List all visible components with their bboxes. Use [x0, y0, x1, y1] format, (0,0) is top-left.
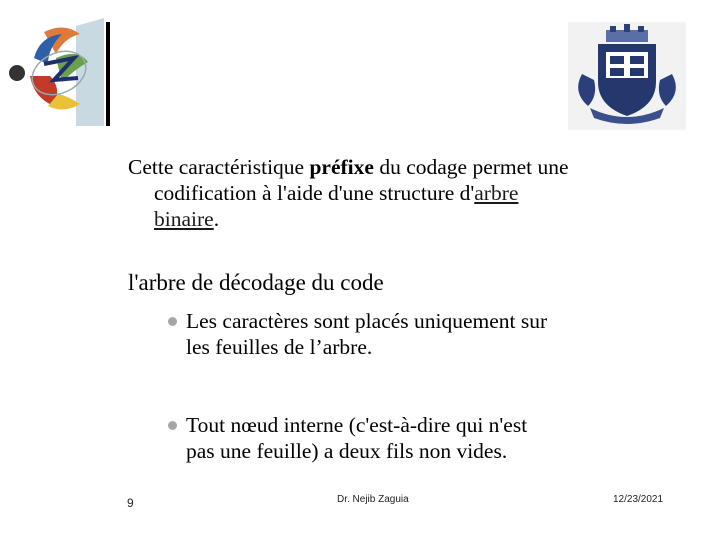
bullet-line: les feuilles de l’arbre. [186, 335, 373, 359]
bullet-dot-icon [168, 421, 177, 430]
intro-text-1: Cette caractéristique [128, 155, 310, 179]
intro-end: . [213, 207, 220, 231]
binaire-link[interactable]: binaire [154, 207, 214, 231]
university-crest-icon [568, 22, 686, 130]
intro-bold: préfixe [309, 155, 374, 179]
bullet-line: pas une feuille) a deux fils non vides. [186, 439, 508, 463]
footer-date: 12/23/2021 [613, 494, 664, 505]
bullet-line: Les caractères sont placés uniquement sur [186, 309, 548, 333]
intro-paragraph [128, 154, 688, 232]
page-number: 9 [127, 496, 134, 510]
section-heading: l'arbre de décodage du code [128, 270, 384, 295]
arbre-link[interactable]: arbre [474, 181, 519, 205]
intro-line-2: codification à l'aide d'une structure d' [154, 181, 475, 205]
bullet-line: Tout nœud interne (c'est-à-dire qui n'est [186, 413, 528, 437]
divider-bar [106, 22, 110, 126]
bullet-dot-icon [168, 317, 177, 326]
footer-author: Dr. Nejib Zaguia [337, 494, 409, 505]
faculty-logo-icon [4, 18, 114, 130]
intro-text-2: du codage permet une [373, 155, 569, 179]
